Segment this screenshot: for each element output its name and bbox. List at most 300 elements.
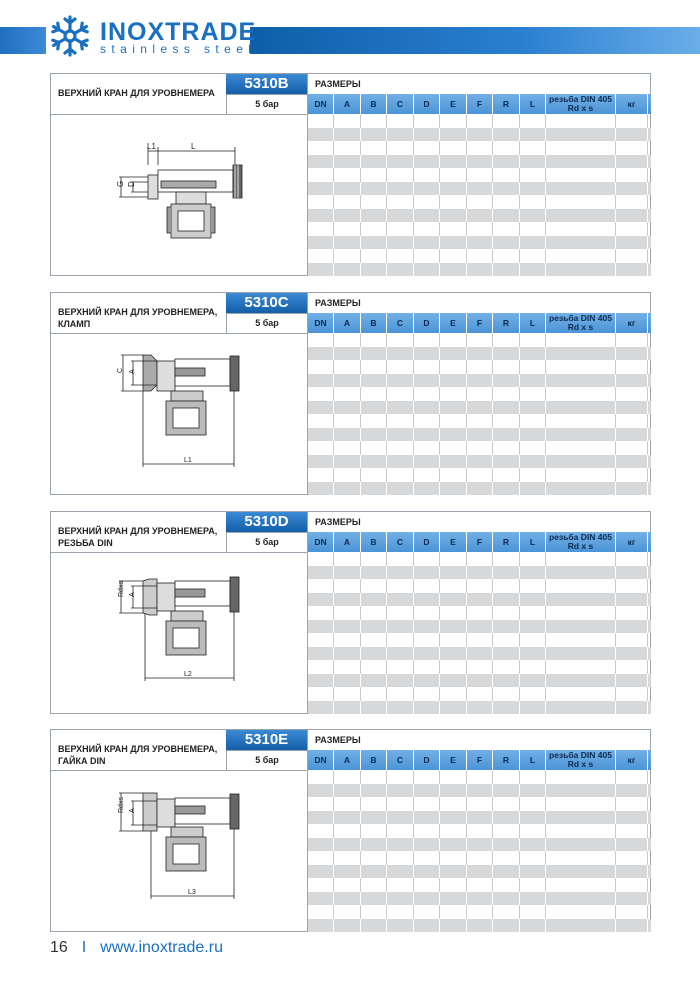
table-cell: [414, 428, 440, 442]
table-cell: [520, 482, 546, 496]
table-cell: [440, 387, 467, 401]
table-cell: [467, 851, 493, 865]
table-cell: [467, 141, 493, 155]
table-cell: [334, 687, 361, 701]
table-cell: [361, 414, 387, 428]
product-code: 5310B: [226, 74, 307, 94]
table-cell: [467, 892, 493, 906]
table-cell: [387, 566, 414, 580]
table-cell: [616, 347, 648, 361]
table-cell: [334, 647, 361, 661]
table-cell: [616, 620, 648, 634]
table-cell: [308, 455, 334, 469]
table-cell: [387, 195, 414, 209]
table-cell: [520, 360, 546, 374]
table-cell: [387, 222, 414, 236]
column-header: кг: [616, 313, 648, 333]
dimensions-label: РАЗМЕРЫ: [307, 730, 651, 750]
table-row: [308, 647, 651, 661]
column-header: DN: [308, 313, 334, 333]
table-cell: [334, 441, 361, 455]
table-cell: [440, 647, 467, 661]
table-cell: [308, 195, 334, 209]
table-row: [308, 579, 651, 593]
table-cell: [546, 838, 616, 852]
table-cell: [520, 824, 546, 838]
table-cell: [546, 414, 616, 428]
column-header: L: [520, 750, 546, 770]
table-cell: [387, 620, 414, 634]
table-cell: [414, 701, 440, 715]
table-cell: [616, 892, 648, 906]
table-cell: [334, 347, 361, 361]
table-row: [308, 401, 651, 415]
table-cell: [440, 606, 467, 620]
table-cell: [467, 347, 493, 361]
table-cell: [361, 770, 387, 784]
table-cell: [414, 824, 440, 838]
table-cell: [334, 919, 361, 933]
dim-label-l2: L2: [184, 671, 192, 678]
table-cell: [493, 333, 520, 347]
table-cell: [361, 428, 387, 442]
table-cell: [546, 633, 616, 647]
table-cell: [440, 414, 467, 428]
column-header: L: [520, 94, 546, 114]
table-cell: [616, 811, 648, 825]
table-cell: [334, 155, 361, 169]
table-cell: [361, 579, 387, 593]
table-cell: [414, 401, 440, 415]
table-cell: [361, 182, 387, 196]
table-row: [308, 851, 651, 865]
table-cell: [546, 851, 616, 865]
table-body: [308, 770, 651, 932]
table-cell: [308, 209, 334, 223]
table-cell: [334, 878, 361, 892]
table-cell: [493, 482, 520, 496]
table-cell: [616, 155, 648, 169]
dimensions-label: РАЗМЕРЫ: [307, 293, 651, 313]
table-row: [308, 263, 651, 277]
table-cell: [546, 347, 616, 361]
table-cell: [361, 620, 387, 634]
table-row: [308, 566, 651, 580]
table-cell: [387, 824, 414, 838]
table-cell: [440, 797, 467, 811]
table-cell: [334, 701, 361, 715]
table-cell: [546, 455, 616, 469]
table-cell: [467, 687, 493, 701]
table-cell: [308, 878, 334, 892]
table-cell: [546, 195, 616, 209]
table-cell: [440, 878, 467, 892]
table-cell: [616, 633, 648, 647]
table-cell: [414, 182, 440, 196]
table-cell: [546, 263, 616, 277]
table-cell: [414, 606, 440, 620]
table-cell: [520, 905, 546, 919]
column-header: [546, 532, 616, 552]
table-cell: [520, 347, 546, 361]
table-header: [308, 94, 651, 114]
table-cell: [440, 195, 467, 209]
dimensions-label: РАЗМЕРЫ: [307, 512, 651, 532]
table-body: [308, 114, 651, 276]
table-cell: [414, 838, 440, 852]
table-cell: [520, 811, 546, 825]
table-cell: [414, 236, 440, 250]
table-cell: [440, 141, 467, 155]
table-cell: [361, 128, 387, 142]
table-cell: [520, 263, 546, 277]
table-cell: [440, 468, 467, 482]
table-cell: [440, 401, 467, 415]
table-cell: [546, 593, 616, 607]
column-header: DN: [308, 532, 334, 552]
table-cell: [308, 593, 334, 607]
dim-label-a: A: [129, 369, 136, 374]
table-cell: [440, 209, 467, 223]
table-row: [308, 209, 651, 223]
table-cell: [616, 128, 648, 142]
table-cell: [387, 141, 414, 155]
table-cell: [493, 249, 520, 263]
table-cell: [308, 811, 334, 825]
table-cell: [414, 360, 440, 374]
table-cell: [467, 878, 493, 892]
table-cell: [520, 468, 546, 482]
table-cell: [616, 333, 648, 347]
table-cell: [334, 414, 361, 428]
table-row: [308, 114, 651, 128]
table-cell: [414, 333, 440, 347]
table-cell: [546, 701, 616, 715]
page-header: [0, 0, 700, 62]
column-header: [546, 94, 616, 114]
table-cell: [440, 633, 467, 647]
table-cell: [520, 387, 546, 401]
table-cell: [308, 128, 334, 142]
table-cell: [334, 797, 361, 811]
table-cell: [414, 566, 440, 580]
product-code: 5310E: [226, 730, 307, 750]
product-block-5310b: [50, 73, 651, 276]
table-cell: [520, 770, 546, 784]
table-cell: [414, 892, 440, 906]
table-cell: [493, 811, 520, 825]
table-cell: [520, 455, 546, 469]
table-cell: [616, 566, 648, 580]
table-cell: [520, 209, 546, 223]
column-header-line1: резьба DIN 405: [549, 94, 612, 104]
dim-label-d: D: [127, 181, 136, 187]
product-title-line1: ВЕРХНИЙ КРАН ДЛЯ УРОВНЕМЕРА,: [58, 307, 218, 317]
column-header: [546, 313, 616, 333]
table-cell: [361, 249, 387, 263]
table-cell: [616, 687, 648, 701]
table-cell: [334, 114, 361, 128]
table-header: [308, 313, 651, 333]
table-cell: [308, 360, 334, 374]
table-cell: [467, 701, 493, 715]
table-cell: [361, 824, 387, 838]
table-cell: [334, 770, 361, 784]
table-cell: [520, 633, 546, 647]
table-cell: [414, 387, 440, 401]
column-header: C: [387, 313, 414, 333]
table-row: [308, 222, 651, 236]
table-cell: [546, 222, 616, 236]
table-row: [308, 919, 651, 933]
table-cell: [387, 236, 414, 250]
product-title: [51, 74, 226, 114]
dim-label-l3: L3: [188, 889, 196, 896]
table-cell: [308, 824, 334, 838]
table-cell: [493, 660, 520, 674]
table-row: [308, 905, 651, 919]
table-cell: [308, 333, 334, 347]
table-cell: [361, 155, 387, 169]
table-cell: [440, 236, 467, 250]
table-cell: [414, 919, 440, 933]
table-cell: [361, 633, 387, 647]
table-cell: [616, 851, 648, 865]
table-cell: [414, 660, 440, 674]
footer-separator: I: [81, 939, 87, 956]
table-cell: [616, 647, 648, 661]
table-cell: [616, 674, 648, 688]
table-cell: [546, 687, 616, 701]
column-header: R: [493, 94, 520, 114]
table-cell: [493, 141, 520, 155]
table-cell: [546, 482, 616, 496]
column-header: F: [467, 313, 493, 333]
product-block-5310e: [50, 729, 651, 932]
table-cell: [616, 878, 648, 892]
page-number: 16: [50, 939, 68, 956]
table-cell: [546, 606, 616, 620]
dim-label-rdxs: Rdxs: [118, 797, 125, 813]
table-cell: [546, 892, 616, 906]
table-cell: [308, 441, 334, 455]
table-cell: [308, 428, 334, 442]
table-cell: [308, 347, 334, 361]
table-row: [308, 633, 651, 647]
table-cell: [546, 784, 616, 798]
table-cell: [387, 851, 414, 865]
table-cell: [616, 579, 648, 593]
website-link[interactable]: www.inoxtrade.ru: [100, 939, 223, 956]
table-cell: [308, 851, 334, 865]
table-cell: [493, 468, 520, 482]
table-cell: [414, 374, 440, 388]
table-cell: [546, 333, 616, 347]
table-cell: [546, 374, 616, 388]
table-cell: [334, 865, 361, 879]
table-cell: [334, 482, 361, 496]
table-row: [308, 593, 651, 607]
table-cell: [334, 905, 361, 919]
table-cell: [546, 919, 616, 933]
table-cell: [334, 784, 361, 798]
table-cell: [467, 811, 493, 825]
table-cell: [546, 770, 616, 784]
table-cell: [308, 236, 334, 250]
table-cell: [467, 633, 493, 647]
table-row: [308, 797, 651, 811]
table-cell: [616, 387, 648, 401]
column-header: F: [467, 532, 493, 552]
product-title-line1: ВЕРХНИЙ КРАН ДЛЯ УРОВНЕМЕРА: [58, 88, 215, 98]
table-cell: [334, 387, 361, 401]
table-cell: [387, 347, 414, 361]
table-row: [308, 414, 651, 428]
table-cell: [546, 797, 616, 811]
table-cell: [334, 374, 361, 388]
table-cell: [493, 182, 520, 196]
table-cell: [467, 838, 493, 852]
table-cell: [616, 865, 648, 879]
table-cell: [387, 263, 414, 277]
table-cell: [493, 128, 520, 142]
table-cell: [467, 606, 493, 620]
table-cell: [546, 128, 616, 142]
table-cell: [414, 141, 440, 155]
table-row: [308, 128, 651, 142]
table-cell: [308, 919, 334, 933]
table-cell: [616, 195, 648, 209]
table-cell: [616, 824, 648, 838]
column-header: D: [414, 750, 440, 770]
product-title-line2: РЕЗЬБА DIN: [58, 538, 113, 548]
table-cell: [334, 455, 361, 469]
table-cell: [493, 414, 520, 428]
table-row: [308, 878, 651, 892]
table-row: [308, 333, 651, 347]
table-cell: [387, 155, 414, 169]
table-cell: [520, 579, 546, 593]
table-cell: [493, 401, 520, 415]
table-cell: [308, 620, 334, 634]
table-cell: [308, 482, 334, 496]
table-cell: [467, 784, 493, 798]
table-cell: [493, 647, 520, 661]
column-header: F: [467, 750, 493, 770]
table-cell: [334, 236, 361, 250]
table-cell: [334, 195, 361, 209]
header-left-bar: [0, 27, 46, 54]
table-cell: [361, 209, 387, 223]
table-cell: [467, 824, 493, 838]
column-header: C: [387, 94, 414, 114]
table-cell: [387, 838, 414, 852]
column-header: D: [414, 94, 440, 114]
table-cell: [440, 249, 467, 263]
table-cell: [616, 797, 648, 811]
table-cell: [520, 222, 546, 236]
table-cell: [387, 168, 414, 182]
table-cell: [361, 468, 387, 482]
table-cell: [546, 566, 616, 580]
column-header: R: [493, 313, 520, 333]
table-cell: [308, 401, 334, 415]
table-cell: [520, 441, 546, 455]
table-cell: [387, 249, 414, 263]
table-cell: [334, 222, 361, 236]
table-cell: [334, 579, 361, 593]
table-row: [308, 155, 651, 169]
table-cell: [308, 374, 334, 388]
pressure-rating: 5 бар: [226, 94, 307, 114]
table-cell: [467, 552, 493, 566]
table-cell: [493, 797, 520, 811]
table-cell: [440, 333, 467, 347]
table-cell: [520, 797, 546, 811]
table-cell: [493, 770, 520, 784]
column-header: L: [520, 532, 546, 552]
table-cell: [520, 401, 546, 415]
table-cell: [440, 482, 467, 496]
dimensions-table: [307, 94, 651, 276]
technical-drawing: [51, 553, 307, 714]
column-header: L: [520, 313, 546, 333]
table-cell: [308, 701, 334, 715]
table-row: [308, 374, 651, 388]
table-cell: [361, 360, 387, 374]
table-row: [308, 441, 651, 455]
table-cell: [334, 263, 361, 277]
table-cell: [493, 374, 520, 388]
column-header: [546, 750, 616, 770]
table-cell: [361, 263, 387, 277]
product-title: [51, 512, 226, 552]
table-row: [308, 455, 651, 469]
table-cell: [520, 620, 546, 634]
table-cell: [467, 236, 493, 250]
table-cell: [308, 674, 334, 688]
table-cell: [334, 811, 361, 825]
table-cell: [334, 552, 361, 566]
table-cell: [334, 892, 361, 906]
table-cell: [414, 579, 440, 593]
table-cell: [467, 455, 493, 469]
table-cell: [520, 784, 546, 798]
table-row: [308, 482, 651, 496]
table-cell: [308, 770, 334, 784]
table-cell: [493, 701, 520, 715]
table-cell: [616, 606, 648, 620]
table-cell: [440, 428, 467, 442]
table-row: [308, 687, 651, 701]
table-cell: [440, 892, 467, 906]
table-cell: [493, 347, 520, 361]
table-cell: [440, 824, 467, 838]
table-cell: [414, 552, 440, 566]
table-cell: [308, 865, 334, 879]
table-cell: [414, 784, 440, 798]
table-cell: [467, 263, 493, 277]
table-cell: [387, 401, 414, 415]
product-block-5310c: [50, 292, 651, 495]
table-cell: [334, 249, 361, 263]
table-cell: [493, 674, 520, 688]
table-cell: [414, 620, 440, 634]
table-cell: [387, 647, 414, 661]
product-title-line2: ГАЙКА DIN: [58, 756, 106, 766]
table-row: [308, 606, 651, 620]
table-cell: [414, 347, 440, 361]
